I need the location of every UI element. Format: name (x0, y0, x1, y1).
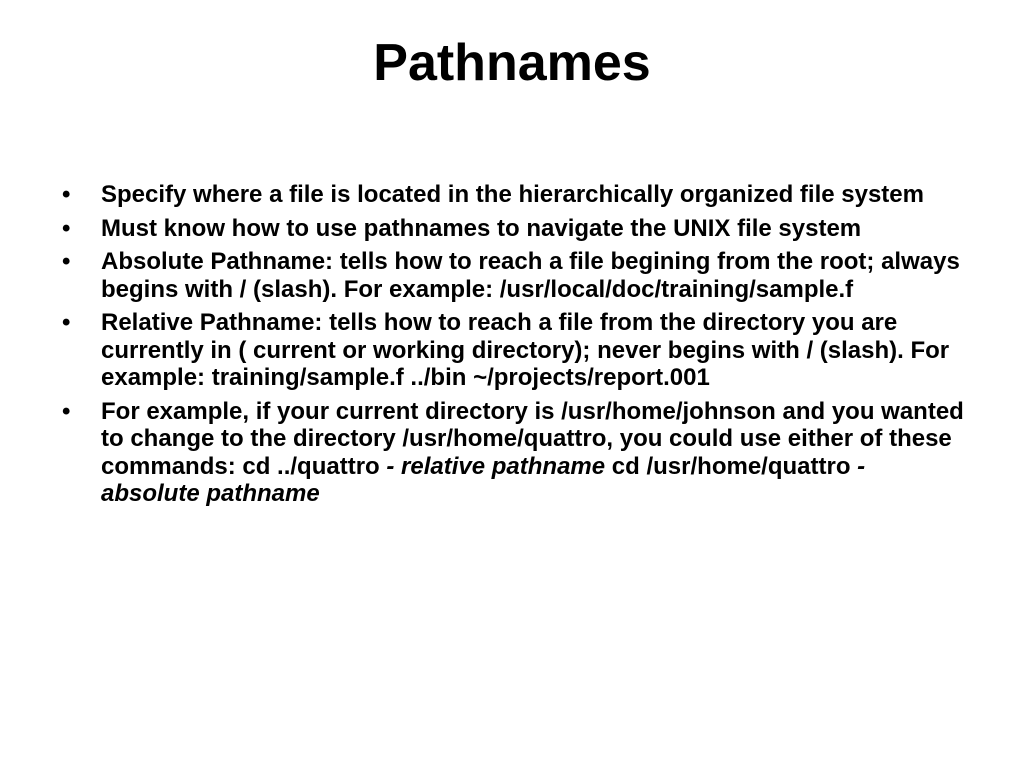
bullet-symbol: • (62, 397, 71, 425)
bullet-text-part: cd /usr/home/quattro (605, 452, 858, 480)
bullet-item (62, 309, 967, 392)
slide-title: Pathnames (373, 34, 651, 92)
bullet-item (62, 215, 967, 243)
bullet-symbol: • (62, 181, 71, 208)
bullet-item (62, 181, 967, 209)
relative-pathname-note: - relative pathname (386, 452, 606, 480)
bullet-text: Specify where a file is located in the hierarchically organized file system (101, 181, 924, 208)
bullet-text: Absolute Pathname: tells how to reach a file begining from the root; always begins with / (slash). For example: /usr/local/doc/training/sample.f (101, 248, 960, 303)
bullet-symbol: • (62, 214, 71, 242)
bullet-text: Must know how to use pathnames to navigate the UNIX file system (101, 214, 862, 242)
bullet-list (62, 181, 967, 514)
bullet-symbol: • (62, 248, 71, 275)
bullet-item (62, 398, 967, 508)
bullet-symbol: • (62, 309, 71, 336)
bullet-item (62, 248, 967, 303)
absolute-pathname-note: - absolute pathname (101, 452, 866, 507)
bullet-text-mixed (101, 398, 967, 508)
bullet-text-part: For example, if your current directory is /usr/home/johnson and you wanted to change to the directory /usr/home/quattro, you could use either of these commands: cd ../quattro (101, 397, 964, 480)
bullet-text: Relative Pathname: tells how to reach a file from the directory you are currently in ( current or working directory); never begins with / (slash). For example: training/sample.f ../bin ~/projects/report.001 (101, 309, 950, 391)
